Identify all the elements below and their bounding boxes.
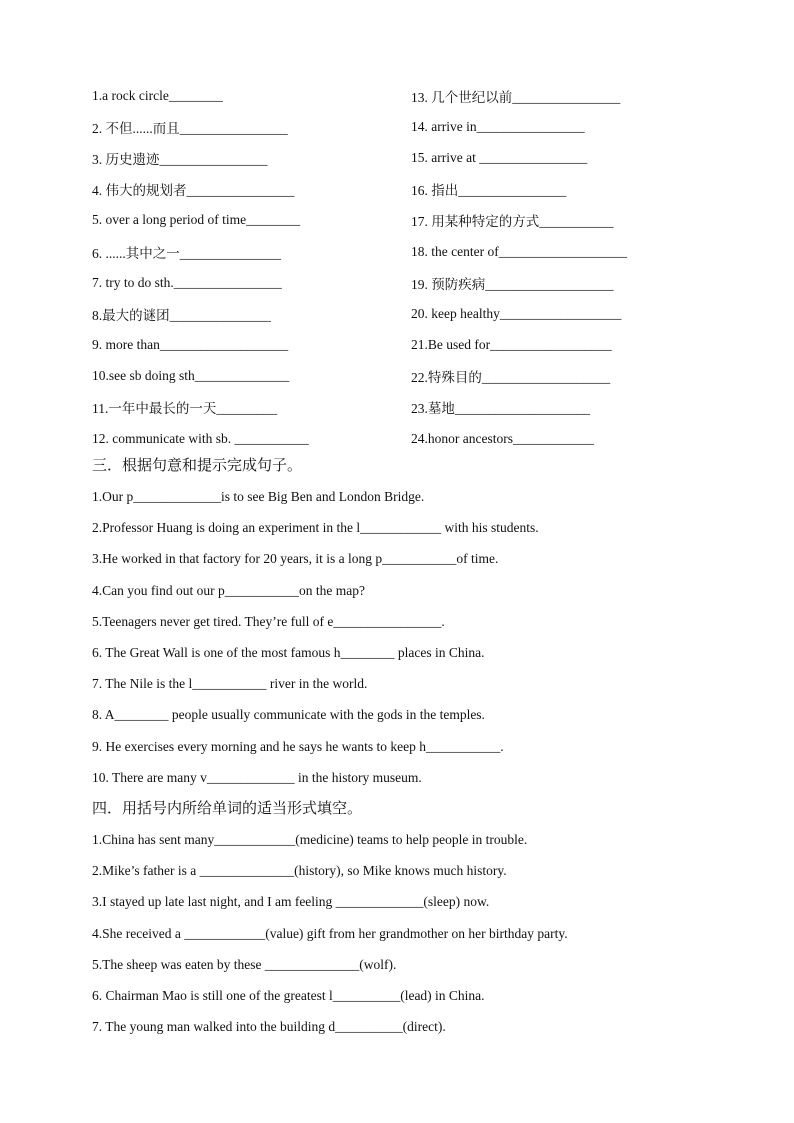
- section-word-forms: [92, 793, 732, 1042]
- vocab-row: [92, 236, 712, 267]
- vocab-item: 20. keep healthy__________________: [411, 305, 622, 321]
- vocabulary-table: [92, 80, 712, 454]
- exercise-line: 5.Teenagers never get tired. They’re full of e________________.: [92, 613, 445, 629]
- exercise-line: 4.She received a ____________(value) gift from her grandmother on her birthday party.: [92, 925, 568, 941]
- exercise-line: 7. The young man walked into the building d__________(direct).: [92, 1019, 446, 1035]
- vocab-item: 22.特殊目的___________________: [411, 370, 611, 386]
- vocab-row: [92, 330, 712, 361]
- vocab-item: 14. arrive in________________: [411, 118, 585, 134]
- exercise-line: 3.He worked in that factory for 20 years, it is a long p___________of time.: [92, 551, 499, 567]
- vocab-item: 15. arrive at ________________: [411, 149, 588, 165]
- exercise-line: 2.Mike’s father is a ______________(history), so Mike knows much history.: [92, 863, 507, 879]
- vocab-row: [92, 111, 712, 142]
- vocab-item: 9. more than___________________: [92, 337, 289, 353]
- vocab-row: [92, 298, 712, 329]
- vocab-item: 17. 用某种特定的方式___________: [411, 214, 614, 230]
- vocab-item: 13. 几个世纪以前________________: [411, 89, 621, 105]
- vocab-item: 24.honor ancestors____________: [411, 430, 594, 446]
- exercise-line: 5.The sheep was eaten by these ______________(wolf).: [92, 956, 397, 972]
- vocab-row: [92, 142, 712, 173]
- vocab-item: 1.a rock circle________: [92, 87, 223, 103]
- exercise-line: 6. The Great Wall is one of the most famous h________ places in China.: [92, 644, 485, 660]
- exercise-line: 1.China has sent many____________(medicine) teams to help people in trouble.: [92, 832, 528, 847]
- section-title: 四．用括号内所给单词的适当形式填空。: [92, 799, 363, 817]
- vocab-row: [92, 80, 712, 111]
- vocab-item: 23.墓地____________________: [411, 401, 590, 417]
- vocab-row: [92, 392, 712, 423]
- vocab-item: 4. 伟大的规划者________________: [92, 183, 295, 199]
- exercise-line: 10. There are many v_____________ in the history museum.: [92, 769, 422, 785]
- vocab-row: [92, 361, 712, 392]
- exercise-line: 8. A________ people usually communicate with the gods in the temples.: [92, 707, 485, 723]
- vocab-item: 6. ......其中之一_______________: [92, 245, 281, 261]
- vocab-item: 10.see sb doing sth______________: [92, 368, 290, 384]
- vocab-item: 19. 预防疾病___________________: [411, 276, 614, 292]
- vocab-item: 2. 不但......而且________________: [92, 120, 288, 136]
- vocab-item: 16. 指出________________: [411, 183, 567, 199]
- exercise-line: 1.Our p_____________is to see Big Ben and London Bridge.: [92, 489, 425, 504]
- exercise-line: 2.Professor Huang is doing an experiment in the l____________ with his students.: [92, 520, 539, 536]
- exercise-line: 4.Can you find out our p___________on the map?: [92, 582, 365, 598]
- exercise-line: 6. Chairman Mao is still one of the greatest l__________(lead) in China.: [92, 987, 485, 1003]
- vocab-item: 3. 历史遗迹________________: [92, 151, 268, 167]
- section-sentence-completion: [92, 450, 732, 793]
- exercise-line: 3.I stayed up late last night, and I am feeling _____________(sleep) now.: [92, 894, 490, 910]
- vocab-item: 7. try to do sth.________________: [92, 274, 282, 290]
- section-title: 三．根据句意和提示完成句子。: [92, 456, 303, 474]
- vocab-item: 5. over a long period of time________: [92, 212, 301, 228]
- exercise-line: 7. The Nile is the l___________ river in the world.: [92, 676, 368, 692]
- vocab-item: 8.最大的谜团_______________: [92, 307, 271, 323]
- vocab-row: [92, 267, 712, 298]
- vocab-item: 11.一年中最长的一天_________: [92, 401, 278, 417]
- vocab-row: [92, 205, 712, 236]
- vocab-item: 18. the center of___________________: [411, 243, 627, 259]
- exercise-line: 9. He exercises every morning and he says he wants to keep h___________.: [92, 738, 504, 754]
- vocab-item: 21.Be used for__________________: [411, 337, 612, 353]
- vocab-item: 12. communicate with sb. ___________: [92, 430, 309, 446]
- vocab-row: [92, 174, 712, 205]
